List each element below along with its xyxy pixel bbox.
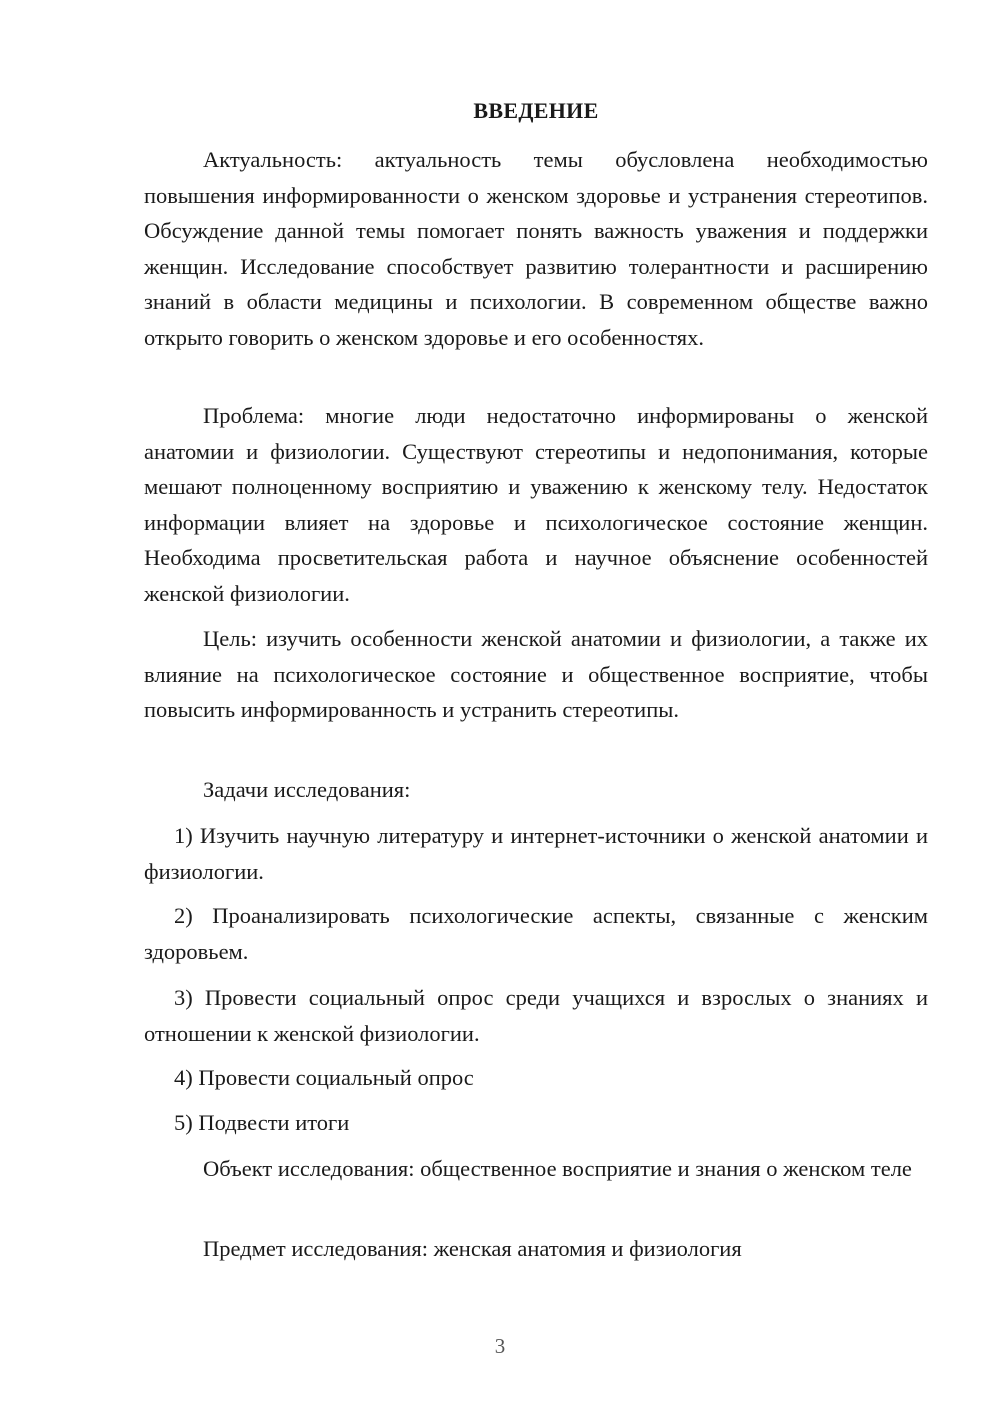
problem-paragraph: Проблема: многие люди недостаточно информированы о женской анатомии и физиологии. Существуют стереотипы и недопонимания, которые мешают полноценному восприятию и уважению к женскому телу. Недостаток информации влияет на здоровье и психологическое состояние женщин. Необходима просветительская работа и научное объяснение особенностей женской физиологии. xyxy=(144,403,928,606)
subject-paragraph: Предмет исследования: женская анатомия и физиология xyxy=(203,1236,742,1261)
goal-paragraph: Цель: изучить особенности женской анатомии и физиологии, а также их влияние на психологическое состояние и общественное восприятие, чтобы повысить информированность и устранить стереотипы. xyxy=(144,626,928,722)
object-paragraph: Объект исследования: общественное восприятие и знания о женском теле xyxy=(203,1156,912,1181)
task-item-1: 1) Изучить научную литературу и интернет-источники о женской анатомии и физиологии. xyxy=(144,823,928,884)
task-item-4: 4) Провести социальный опрос xyxy=(174,1065,474,1090)
page-number: 3 xyxy=(494,1334,506,1358)
relevance-paragraph: Актуальность: актуальность темы обусловлена необходимостью повышения информированности о женском здоровье и устранения стереотипов. Обсуждение данной темы помогает понять важность уважения и поддержки женщин. Исследование способствует развитию толерантности и расширению знаний в области медицины и психологии. В современном обществе важно открыто говорить о женском здоровье и его особенностях. xyxy=(144,147,928,350)
page-title: ВВЕДЕНИЕ xyxy=(473,98,599,123)
task-item-5: 5) Подвести итоги xyxy=(174,1110,350,1135)
task-item-2: 2) Проанализировать психологические аспекты, связанные с женским здоровьем. xyxy=(144,903,928,964)
task-item-3: 3) Провести социальный опрос среди учащихся и взрослых о знаниях и отношении к женской физиологии. xyxy=(144,985,928,1046)
tasks-title: Задачи исследования: xyxy=(203,777,411,802)
